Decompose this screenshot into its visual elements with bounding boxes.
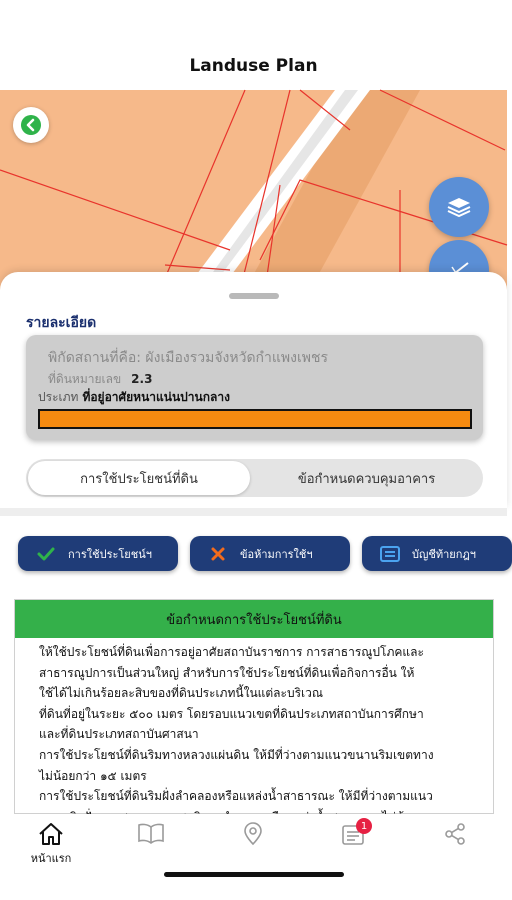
sheet-drag-handle[interactable] [229,293,279,299]
rules-line: ไม่น้อยกว่า ๑๕ เมตร [39,768,147,783]
tab-land-use[interactable]: การใช้ประโยชน์ที่ดิน [28,461,250,495]
rules-line: สาธารณูปการเป็นส่วนใหญ่ สำหรับการใช้ประโยชน์ที่ดินเพื่อกิจการอื่น ให้ [39,665,415,680]
home-indicator[interactable] [164,872,344,877]
location-text: พิกัดสถานที่คือ: ผังเมืองรวมจังหวัดกำแพงเพชร [48,350,329,366]
zone-color-swatch [38,409,472,429]
land-use-rules [14,599,494,814]
tab-book[interactable] [126,822,176,867]
land-use-button[interactable] [18,536,178,571]
page-title: Landuse Plan [189,56,318,76]
details-sheet [0,272,507,508]
prohibited-use-button-label: ข้อห้ามการใช้ฯ [240,547,313,561]
close-icon [208,544,228,564]
home-icon [38,822,64,846]
notification-badge: 1 [356,818,372,834]
appendix-list-button-label: บัญชีท้ายกฎฯ [412,547,476,561]
details-heading: รายละเอียด [26,315,97,331]
tab-home-label: หน้าแรก [30,852,72,865]
tab-building-control[interactable]: ข้อกำหนดควบคุมอาคาร [297,471,436,487]
rules-text[interactable] [39,642,494,827]
type-value: ที่อยู่อาศัยหนาแน่นปานกลาง [82,390,230,404]
parcel-label: ที่ดินหมายเลข [48,372,122,386]
appendix-list-button[interactable] [362,536,512,571]
type-row [38,388,230,407]
rules-line: ที่ดินที่อยู่ในระยะ ๕๐๐ เมตร โดยรอบแนวเขตที่ดินประเภทสถาบันการศึกษา [39,706,424,721]
rules-title: ข้อกำหนดการใช้ประโยชน์ที่ดิน [15,600,493,638]
layers-icon [446,194,472,220]
tab-location[interactable] [228,822,278,867]
parcel-number: 2.3 [131,372,153,386]
rules-line: การใช้ประโยชน์ที่ดินริมฝั่งลำคลองหรือแหล่งน้ำสาธารณะ ให้มีที่ว่างตามแนว [39,789,433,804]
parcel-info-card [26,335,483,440]
rules-line: ให้ใช้ประโยชน์ที่ดินเพื่อการอยู่อาศัยสถาบันราชการ การสาธารณูปโภคและ [39,645,424,659]
location-pin-icon [242,822,264,846]
tab-home[interactable] [26,822,76,867]
back-button[interactable] [13,107,49,143]
chevron-left-icon [20,114,42,136]
tab-share[interactable] [430,822,480,867]
rules-line: และที่ดินประเภทสถาบันศาสนา [39,727,199,742]
check-icon [36,544,56,564]
tab-news[interactable] [328,822,378,867]
share-icon [443,822,467,846]
segmented-control [26,459,483,497]
app-header [0,0,507,90]
rules-line: ใช้ได้ไม่เกินร้อยละสิบของที่ดินประเภทนี้ในแต่ละบริเวณ [39,686,324,701]
list-icon [380,544,400,564]
layers-button[interactable] [429,177,489,237]
book-icon [137,822,165,844]
land-use-button-label: การใช้ประโยชน์ฯ [68,547,152,561]
section-divider [0,508,507,516]
parcel-number-row [48,370,152,389]
prohibited-use-button[interactable] [190,536,350,571]
rules-line: การใช้ประโยชน์ที่ดินริมทางหลวงแผ่นดิน ให้มีที่ว่างตามแนวขนานริมเขตทาง [39,747,434,762]
bottom-tab-bar [0,814,507,900]
type-label: ประเภท [38,390,79,404]
